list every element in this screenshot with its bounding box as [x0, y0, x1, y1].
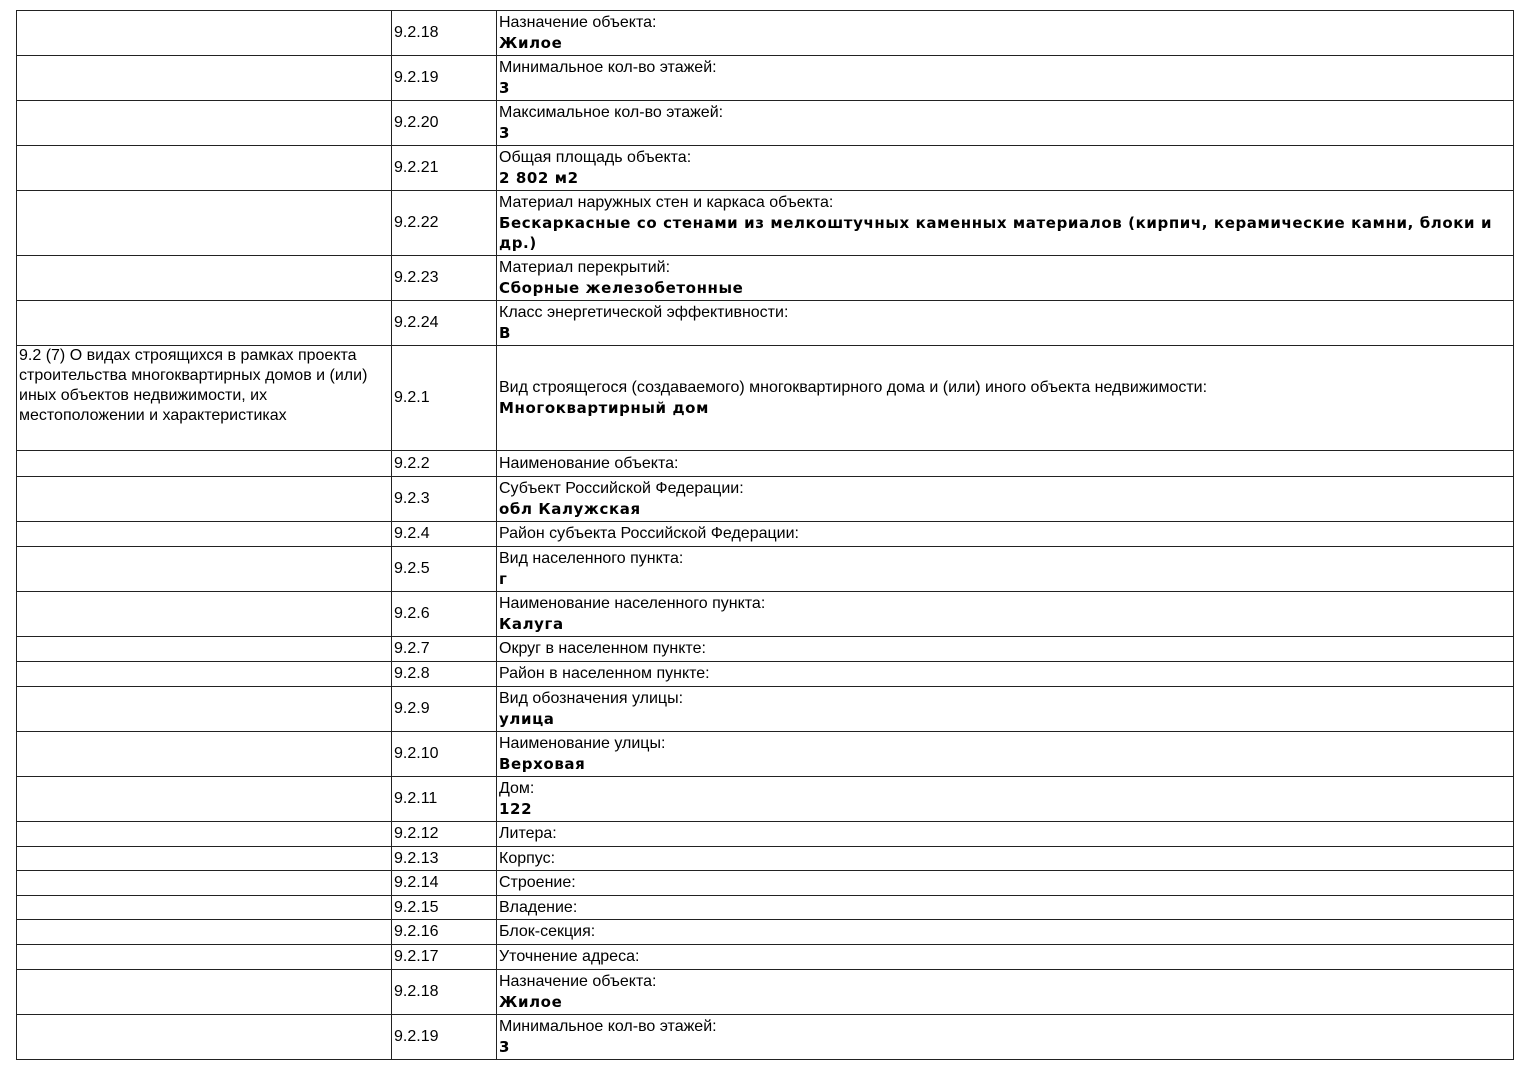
table-row [17, 1015, 1514, 1060]
field-value: Калуга [499, 615, 564, 633]
section-cell [17, 945, 392, 970]
field-cell [497, 1015, 1514, 1060]
item-code: 9.2.2 [392, 451, 497, 477]
field-cell [497, 256, 1514, 301]
section-cell [17, 896, 392, 920]
table-row [17, 687, 1514, 732]
table-row [17, 522, 1514, 547]
item-code: 9.2.21 [392, 146, 497, 191]
field-label: Субъект Российской Федерации: [499, 480, 744, 497]
field-value: 3 [499, 124, 511, 142]
item-code: 9.2.13 [392, 847, 497, 871]
field-cell [497, 896, 1514, 920]
section-cell [17, 451, 392, 477]
section-cell [17, 256, 392, 301]
field-cell [497, 662, 1514, 687]
table-row [17, 101, 1514, 146]
table-row [17, 256, 1514, 301]
item-code: 9.2.9 [392, 687, 497, 732]
field-label: Вид строящегося (создаваемого) многоквартирного дома и (или) иного объекта недвижимости: [499, 379, 1208, 396]
table-row [17, 871, 1514, 896]
table-row [17, 477, 1514, 522]
field-label: Материал перекрытий: [499, 259, 671, 276]
table-row [17, 56, 1514, 101]
project-declaration-table [16, 10, 1514, 1060]
section-cell [17, 11, 392, 56]
field-cell [497, 522, 1514, 547]
field-value: 2 802 м2 [499, 169, 579, 187]
field-cell [497, 592, 1514, 637]
field-label: Максимальное кол-во этажей: [499, 104, 724, 121]
field-label: Уточнение адреса: [499, 948, 640, 965]
section-cell [17, 847, 392, 871]
item-code: 9.2.16 [392, 920, 497, 945]
field-cell [497, 301, 1514, 346]
field-value: 3 [499, 79, 511, 97]
section-cell [17, 777, 392, 822]
section-cell [17, 732, 392, 777]
field-label: Строение: [499, 874, 576, 891]
field-cell [497, 101, 1514, 146]
field-label: Корпус: [499, 849, 556, 867]
table-row [17, 592, 1514, 637]
table-row [17, 451, 1514, 477]
field-label: Наименование объекта: [499, 454, 679, 472]
table-row [17, 301, 1514, 346]
field-cell [497, 920, 1514, 945]
field-label: Округ в населенном пункте: [499, 640, 706, 657]
item-code: 9.2.19 [392, 1015, 497, 1060]
field-cell [497, 687, 1514, 732]
field-value: 3 [499, 1038, 511, 1056]
field-value: Сборные железобетонные [499, 279, 744, 297]
table-row [17, 146, 1514, 191]
item-code: 9.2.19 [392, 56, 497, 101]
field-label: Дом: [499, 780, 535, 797]
item-code: 9.2.23 [392, 256, 497, 301]
item-code: 9.2.3 [392, 477, 497, 522]
field-value: Жилое [499, 993, 563, 1011]
section-cell [17, 592, 392, 637]
item-code: 9.2.12 [392, 822, 497, 847]
section-cell [17, 146, 392, 191]
item-code: 9.2.11 [392, 777, 497, 822]
section-cell [17, 662, 392, 687]
item-code: 9.2.6 [392, 592, 497, 637]
field-value: В [499, 324, 512, 342]
table-row [17, 970, 1514, 1015]
field-label: Наименование населенного пункта: [499, 595, 766, 612]
item-code: 9.2.8 [392, 662, 497, 687]
table-row [17, 847, 1514, 871]
item-code: 9.2.18 [392, 11, 497, 56]
field-label: Общая площадь объекта: [499, 149, 692, 166]
field-label: Минимальное кол-во этажей: [499, 1018, 717, 1035]
field-value: Многоквартирный дом [499, 399, 709, 417]
field-label: Материал наружных стен и каркаса объекта: [499, 194, 834, 211]
field-value: г [499, 570, 508, 588]
field-cell [497, 477, 1514, 522]
field-label: Назначение объекта: [499, 14, 657, 31]
item-code: 9.2.5 [392, 547, 497, 592]
table-row [17, 346, 1514, 451]
section-cell [17, 191, 392, 256]
field-cell [497, 191, 1514, 256]
table-row [17, 822, 1514, 847]
table-row [17, 547, 1514, 592]
item-code: 9.2.4 [392, 522, 497, 547]
table-row [17, 637, 1514, 662]
section-cell [17, 547, 392, 592]
section-cell [17, 970, 392, 1015]
table-row [17, 662, 1514, 687]
table-row [17, 945, 1514, 970]
field-cell [497, 547, 1514, 592]
item-code: 9.2.20 [392, 101, 497, 146]
item-code: 9.2.17 [392, 945, 497, 970]
table-row [17, 191, 1514, 256]
field-label: Наименование улицы: [499, 735, 666, 752]
section-cell [17, 871, 392, 896]
field-label: Класс энергетической эффективности: [499, 304, 789, 321]
field-cell [497, 945, 1514, 970]
item-code: 9.2.15 [392, 896, 497, 920]
item-code: 9.2.10 [392, 732, 497, 777]
table-row [17, 920, 1514, 945]
section-cell [17, 56, 392, 101]
table-body [17, 11, 1514, 1060]
section-cell: 9.2 (7) О видах строящихся в рамках проекта строительства многоквартирных домов и (или) иных объектов недвижимости, их местоположении и характеристиках [17, 346, 392, 451]
field-label: Назначение объекта: [499, 973, 657, 990]
field-value: Жилое [499, 34, 563, 52]
field-cell [497, 847, 1514, 871]
field-value: Бескаркасные со стенами из мелкоштучных каменных материалов (кирпич, керамические камни, блоки и др.) [499, 214, 1493, 252]
field-label: Владение: [499, 898, 578, 916]
field-cell [497, 777, 1514, 822]
section-cell [17, 637, 392, 662]
table-row [17, 896, 1514, 920]
field-label: Вид обозначения улицы: [499, 690, 684, 707]
item-code: 9.2.24 [392, 301, 497, 346]
section-cell [17, 687, 392, 732]
field-cell [497, 970, 1514, 1015]
field-cell [497, 732, 1514, 777]
field-cell [497, 637, 1514, 662]
table-row [17, 732, 1514, 777]
item-code: 9.2.22 [392, 191, 497, 256]
field-cell [497, 146, 1514, 191]
item-code: 9.2.18 [392, 970, 497, 1015]
field-cell [497, 822, 1514, 847]
section-cell [17, 920, 392, 945]
table-row [17, 777, 1514, 822]
table-row [17, 11, 1514, 56]
field-value: обл Калужская [499, 500, 641, 518]
section-cell [17, 477, 392, 522]
field-label: Район в населенном пункте: [499, 665, 710, 682]
section-cell [17, 301, 392, 346]
item-code: 9.2.14 [392, 871, 497, 896]
field-label: Литера: [499, 825, 557, 842]
field-cell [497, 11, 1514, 56]
section-cell [17, 1015, 392, 1060]
field-label: Минимальное кол-во этажей: [499, 59, 717, 76]
section-cell [17, 101, 392, 146]
field-value: улица [499, 710, 555, 728]
field-label: Блок-секция: [499, 923, 596, 940]
field-label: Район субъекта Российской Федерации: [499, 525, 799, 542]
field-cell [497, 56, 1514, 101]
field-label: Вид населенного пункта: [499, 550, 684, 567]
field-cell [497, 346, 1514, 451]
item-code: 9.2.7 [392, 637, 497, 662]
section-cell [17, 822, 392, 847]
field-cell [497, 871, 1514, 896]
section-cell [17, 522, 392, 547]
field-cell [497, 451, 1514, 477]
field-value: 122 [499, 800, 533, 818]
item-code: 9.2.1 [392, 346, 497, 451]
field-value: Верховая [499, 755, 586, 773]
